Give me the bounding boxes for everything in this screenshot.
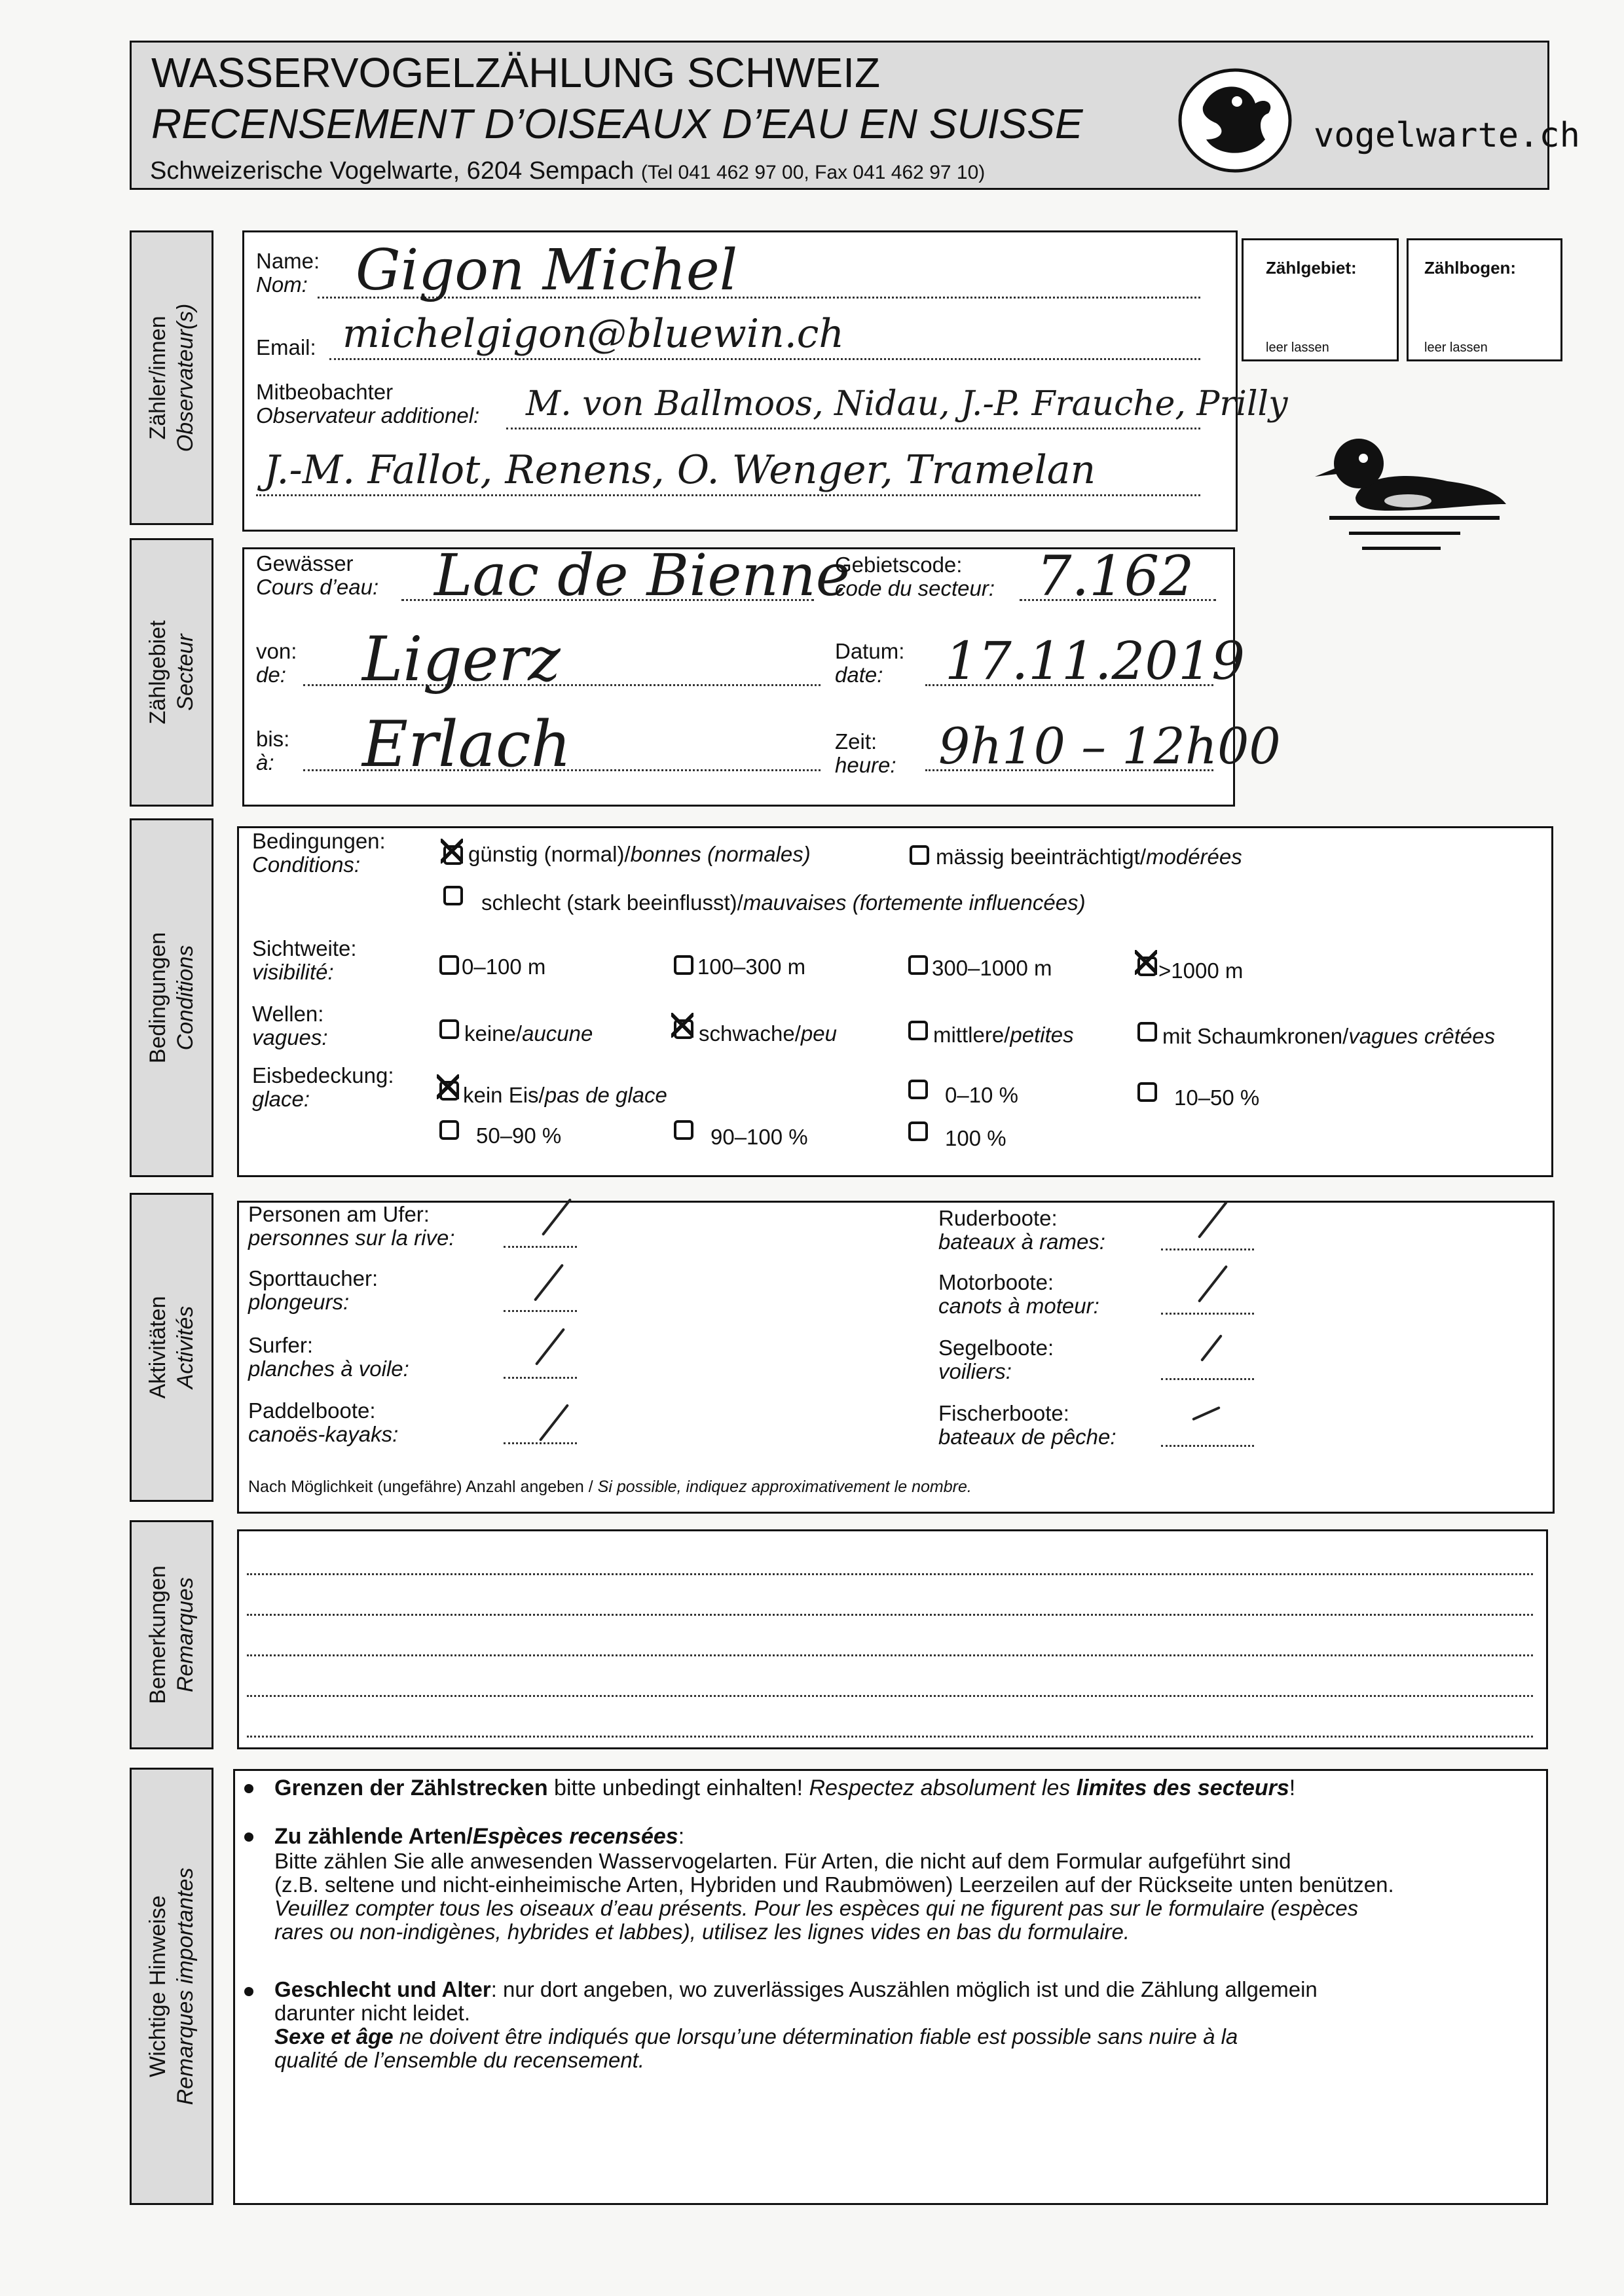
- date-label: Datum: date:: [835, 639, 905, 687]
- activities-box: [237, 1201, 1555, 1514]
- paddle-label: Paddelboote: canoës-kayaks:: [248, 1398, 399, 1446]
- site-name: vogelwarte.ch: [1314, 116, 1580, 155]
- note-3-line-2: darunter nicht leidet.: [274, 2001, 471, 2025]
- row-label: Ruderboote: bateaux à rames:: [938, 1206, 1105, 1254]
- conditions-box: [237, 826, 1553, 1177]
- vis-2-label: 100–300 m: [697, 955, 806, 979]
- remarks-line-4[interactable]: [247, 1695, 1533, 1697]
- office-sheet-blank: leer lassen: [1424, 340, 1488, 355]
- additional-label: Mitbeobachter Observateur additionel:: [256, 380, 480, 428]
- code-value[interactable]: 7.162: [1037, 544, 1194, 608]
- email-line: [329, 358, 1200, 360]
- to-value[interactable]: Erlach: [362, 708, 572, 781]
- motor-slash: [1198, 1265, 1228, 1303]
- from-value[interactable]: Ligerz: [362, 624, 561, 695]
- time-label: Zeit: heure:: [835, 729, 896, 777]
- waves-2-checkbox[interactable]: [674, 1019, 693, 1039]
- cond-bad-label: schlecht (stark beeinflusst)/mauvaises (fortemente influencées): [481, 890, 1086, 915]
- vis-2-checkbox[interactable]: [674, 955, 693, 975]
- fish-label: Fischerboote: bateaux de pêche:: [938, 1401, 1116, 1449]
- ice-6-label: 100 %: [945, 1126, 1006, 1150]
- header-banner: [130, 41, 1580, 190]
- side-conditions: Bedingungen Conditions: [130, 818, 213, 1177]
- ice-3-checkbox[interactable]: [1137, 1082, 1157, 1102]
- ice-5-label: 90–100 %: [710, 1125, 808, 1149]
- additional-line-2: [256, 494, 1200, 496]
- divers-count[interactable]: [504, 1310, 577, 1312]
- cond-moderate-label: mässig beeinträchtigt/modérées: [936, 845, 1242, 869]
- waves-2-label: schwache/peu: [699, 1021, 837, 1046]
- side-remarks: Bemerkungen Remarques: [130, 1520, 213, 1749]
- additional-value-2[interactable]: J.-M. Fallot, Renens, O. Wenger, Tramelan: [264, 447, 1096, 493]
- to-label: bis: à:: [256, 727, 290, 774]
- water-value[interactable]: Lac de Bienne: [434, 541, 850, 609]
- surf-label: Surfer: planches à voile:: [248, 1333, 409, 1381]
- ice-2-label: 0–10 %: [945, 1083, 1018, 1107]
- sail-slash: [1200, 1334, 1223, 1362]
- sail-count[interactable]: [1161, 1378, 1254, 1380]
- waves-3-checkbox[interactable]: [908, 1021, 928, 1040]
- shore-slash: [542, 1198, 572, 1236]
- vis-4-checkbox[interactable]: [1137, 957, 1157, 976]
- motor-label: Motorboote: canots à moteur:: [938, 1270, 1099, 1318]
- additional-line-1: [506, 428, 1200, 429]
- waves-1-checkbox[interactable]: [439, 1019, 459, 1039]
- row-count[interactable]: [1161, 1248, 1254, 1250]
- vis-label: Sichtweite: visibilité:: [252, 936, 357, 984]
- shore-label: Personen am Ufer: personnes sur la rive:: [248, 1202, 455, 1250]
- note-2-line-3: Veuillez compter tous les oiseaux d’eau présents. Pour les espèces qui ne figurent pas sur le formulaire (espèces: [274, 1896, 1359, 1920]
- duck-icon: [1310, 419, 1519, 576]
- ice-1-checkbox[interactable]: [439, 1081, 459, 1101]
- vis-1-checkbox[interactable]: [439, 955, 459, 975]
- note-2-bullet: [244, 1832, 253, 1842]
- note-2-line-1: Bitte zählen Sie alle anwesenden Wasservogelarten. Für Arten, die nicht auf dem Formular aufgeführt sind: [274, 1849, 1291, 1873]
- shore-count[interactable]: [504, 1246, 577, 1248]
- waves-label: Wellen: vagues:: [252, 1002, 328, 1049]
- name-value[interactable]: Gigon Michel: [356, 238, 738, 303]
- office-area-blank: leer lassen: [1266, 340, 1329, 355]
- vogelwarte-logo-icon: [1177, 67, 1293, 173]
- vis-3-checkbox[interactable]: [908, 955, 928, 975]
- note-1-bullet: [244, 1784, 253, 1793]
- vis-4-label: >1000 m: [1158, 958, 1244, 983]
- cond-good-checkbox[interactable]: [443, 845, 463, 865]
- side-activities: Aktivitäten Activités: [130, 1193, 213, 1502]
- notes-box: [233, 1769, 1548, 2205]
- waves-1-label: keine/aucune: [464, 1021, 593, 1046]
- motor-count[interactable]: [1161, 1313, 1254, 1315]
- time-value[interactable]: 9h10 – 12h00: [938, 717, 1281, 775]
- name-label: Name: Nom:: [256, 249, 320, 297]
- ice-3-label: 10–50 %: [1174, 1085, 1260, 1110]
- remarks-line-3[interactable]: [247, 1654, 1533, 1656]
- row-slash: [1198, 1201, 1228, 1239]
- additional-value-1[interactable]: M. von Ballmoos, Nidau, J.-P. Frauche, Prilly: [526, 384, 1288, 424]
- fish-count[interactable]: [1161, 1445, 1254, 1447]
- activities-note: Nach Möglichkeit (ungefähre) Anzahl angeben / Si possible, indiquez approximativement le nombre.: [248, 1478, 972, 1496]
- note-2-line-4: rares ou non-indigènes, hybrides et labbes), utilisez les lignes vides en bas du formulaire.: [274, 1920, 1130, 1944]
- ice-label: Eisbedeckung: glace:: [252, 1063, 394, 1111]
- cond-moderate-checkbox[interactable]: [910, 845, 929, 865]
- cond-label: Bedingungen: Conditions:: [252, 829, 386, 877]
- remarks-line-2[interactable]: [247, 1614, 1533, 1616]
- note-1: Grenzen der Zählstrecken bitte unbedingt einhalten! Respectez absolument les limites des secteurs!: [274, 1776, 1296, 1800]
- waves-4-label: mit Schaumkronen/vagues crêtées: [1162, 1024, 1496, 1048]
- fish-slash: [1192, 1406, 1221, 1421]
- code-label: Gebietscode: code du secteur:: [835, 553, 995, 600]
- sector-box: [242, 541, 1281, 807]
- cond-bad-checkbox[interactable]: [443, 886, 463, 905]
- observers-box: [242, 230, 1288, 532]
- note-2-line-2: (z.B. seltene und nicht-einheimische Arten, Hybriden und Raubmöwen) Leerzeilen auf der Rückseite unten benützen.: [274, 1872, 1394, 1897]
- note-3-line-3: Sexe et âge ne doivent être indiqués que lorsqu’une détermination fiable est possible sans nuire à la: [274, 2024, 1238, 2049]
- office-sheet-box: [1407, 238, 1562, 361]
- surf-count[interactable]: [504, 1377, 577, 1379]
- title-de: WASSERVOGELZÄHLUNG SCHWEIZ: [151, 49, 881, 96]
- ice-6-checkbox[interactable]: [908, 1121, 928, 1141]
- divers-slash: [534, 1264, 564, 1302]
- from-label: von: de:: [256, 639, 297, 687]
- water-label: Gewässer Cours d’eau:: [256, 551, 379, 599]
- org-address: Schweizerische Vogelwarte, 6204 Sempach (Tel 041 462 97 00, Fax 041 462 97 10): [150, 157, 986, 185]
- remarks-line-5[interactable]: [247, 1736, 1533, 1738]
- waves-4-checkbox[interactable]: [1137, 1022, 1157, 1042]
- cond-good-label: günstig (normal)/bonnes (normales): [468, 842, 811, 866]
- side-observers: Zähler/innen Observateur(s): [130, 230, 213, 525]
- remarks-box: [237, 1529, 1548, 1749]
- ice-1-label: kein Eis/pas de glace: [463, 1083, 667, 1107]
- title-fr: RECENSEMENT D’OISEAUX D’EAU EN SUISSE: [151, 100, 1083, 147]
- email-value[interactable]: michelgigon@bluewin.ch: [342, 311, 845, 357]
- vis-3-label: 300–1000 m: [932, 956, 1052, 980]
- note-3-line-4: qualité de l’ensemble du recensement.: [274, 2048, 645, 2072]
- office-area-box: [1242, 238, 1399, 361]
- note-3-line-1: Geschlecht und Alter: nur dort angeben, wo zuverlässiges Auszählen möglich ist und die Zählung allgemein: [274, 1977, 1318, 2001]
- date-value[interactable]: 17.11.2019: [945, 630, 1246, 691]
- side-sector: Zählgebiet Secteur: [130, 538, 213, 807]
- remarks-line-1[interactable]: [247, 1573, 1533, 1575]
- office-sheet-label: Zählbogen:: [1424, 258, 1517, 278]
- ice-2-checkbox[interactable]: [908, 1080, 928, 1099]
- sail-label: Segelboote: voiliers:: [938, 1336, 1054, 1383]
- note-2-title: Zu zählende Arten/Espèces recensées:: [274, 1824, 685, 1849]
- waves-3-label: mittlere/petites: [933, 1023, 1074, 1047]
- ice-5-checkbox[interactable]: [674, 1120, 693, 1140]
- ice-4-label: 50–90 %: [476, 1123, 562, 1148]
- surf-slash: [535, 1328, 565, 1366]
- paddle-count[interactable]: [504, 1442, 577, 1444]
- side-notes: Wichtige Hinweise Remarques importantes: [130, 1768, 213, 2205]
- office-area-label: Zählgebiet:: [1266, 258, 1357, 278]
- ice-4-checkbox[interactable]: [439, 1120, 459, 1140]
- paddle-slash: [539, 1404, 569, 1442]
- divers-label: Sporttaucher: plongeurs:: [248, 1266, 378, 1314]
- vis-1-label: 0–100 m: [462, 955, 546, 979]
- note-3-bullet: [244, 1987, 253, 1996]
- email-label: Email:: [256, 335, 316, 359]
